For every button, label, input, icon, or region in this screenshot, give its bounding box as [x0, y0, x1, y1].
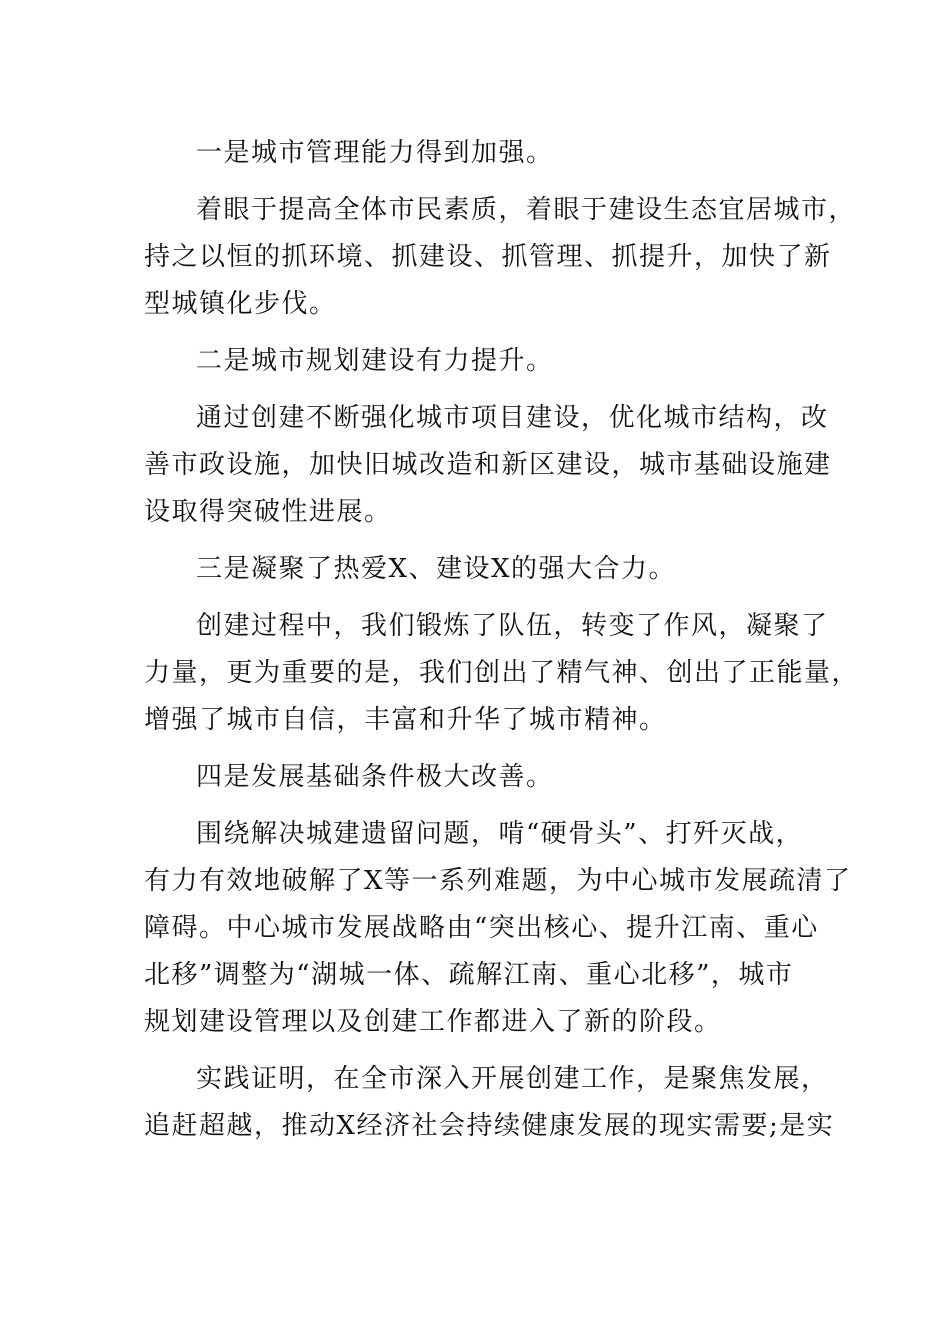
paragraph-line: 有力有效地破解了X等一系列难题，为中心城市发展疏清了: [144, 866, 852, 896]
paragraph-line: 创建过程中，我们锻炼了队伍，转变了作风，凝聚了: [196, 611, 829, 641]
paragraph-body-5: [144, 1056, 835, 1150]
paragraph-line: 北移”调整为“湖城一体、疏解江南、重心北移”，城市: [144, 960, 794, 990]
paragraph-line: 障碍。中心城市发展战略由“突出核心、提升江南、重心: [144, 913, 819, 943]
paragraph-line: 四是发展基础条件极大改善。: [196, 762, 554, 792]
paragraph-heading-3: [144, 546, 808, 593]
paragraph-line: 增强了城市自信，丰富和升华了城市精神。: [144, 705, 667, 735]
paragraph-body-4: [144, 811, 852, 1046]
paragraph-line: 型城镇化步伐。: [144, 289, 337, 319]
paragraph-line: 善市政设施，加快旧城改造和新区建设，城市基础设施建: [144, 450, 832, 480]
paragraph-line: 追赶超越，推动X经济社会持续健康发展的现实需要;是实: [144, 1111, 835, 1141]
document-body: [144, 130, 860, 1160]
paragraph-line: 通过创建不断强化城市项目建设，优化城市结构，改: [196, 403, 829, 433]
paragraph-heading-4: [144, 754, 808, 801]
paragraph-line: 三是凝聚了热爱X、建设X的强大合力。: [196, 554, 677, 584]
paragraph-body-3: [144, 603, 860, 744]
paragraph-line: 设取得突破性进展。: [144, 497, 392, 527]
paragraph-line: 一是城市管理能力得到加强。: [196, 138, 554, 168]
paragraph-body-1: [144, 187, 857, 328]
paragraph-heading-2: [144, 338, 808, 385]
paragraph-line: 规划建设管理以及创建工作都进入了新的阶段。: [144, 1007, 722, 1037]
paragraph-line: 实践证明，在全市深入开展创建工作，是聚焦发展，: [196, 1064, 829, 1094]
paragraph-line: 持之以恒的抓环境、抓建设、抓管理、抓提升，加快了新: [144, 242, 832, 272]
paragraph-line: 围绕解决城建遗留问题，啃“硬骨头”、打歼灭战，: [196, 819, 804, 849]
paragraph-heading-1: [144, 130, 808, 177]
paragraph-body-2: [144, 395, 832, 536]
paragraph-line: 着眼于提高全体市民素质，着眼于建设生态宜居城市，: [196, 195, 857, 225]
paragraph-line: 二是城市规划建设有力提升。: [196, 346, 554, 376]
paragraph-line: 力量，更为重要的是，我们创出了精气神、创出了正能量，: [144, 658, 860, 688]
